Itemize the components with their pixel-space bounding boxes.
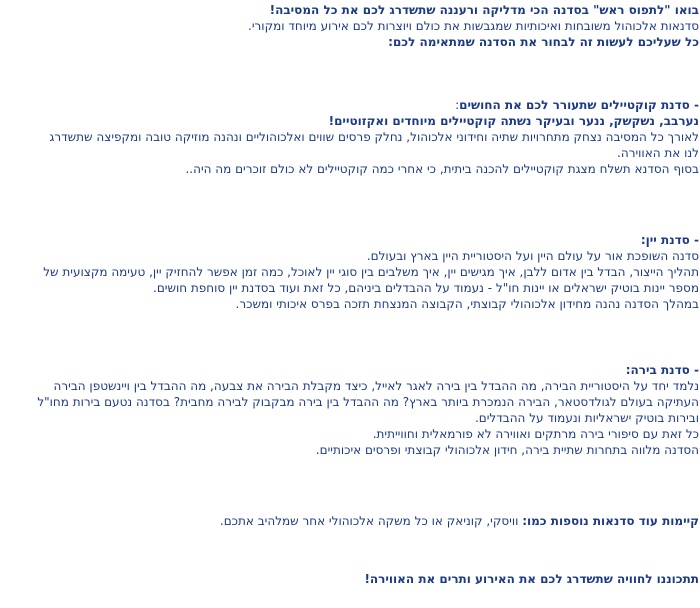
more-workshops-text: וויסקי, קוניאק או כל משקה אלכוהולי אחר שמלהיב אתכם. xyxy=(219,514,523,528)
wine-line: מספר יינות בוטיק ישראלים או יינות חו"ל - נעמוד על ההבדלים ביניהם, כל זאת ועוד בסדנת יין סוחפת חושים. xyxy=(153,281,699,295)
cocktail-section-title-text: - סדנת קוקטיילים שתעורר לכם את החושים xyxy=(459,98,699,112)
intro-headline: בואו "לתפוס ראש" בסדנה הכי מדליקה ורעננה שתשדרג לכם את כל המסיבה! xyxy=(269,3,699,17)
intro-cta: כל שעליכם לעשות זה לבחור את הסדנה שמתאימה לכם: xyxy=(388,35,699,49)
intro-text: סדנאות אלכוהול משובחות ואיכותיות שמגבשות את כולם ויוצרות לכם אירוע מיוחד ומקורי. xyxy=(248,19,699,33)
beer-line: העתיקה בעולם לגולדסטאר, הבירה הנמכרת ביותר בארץ? מה ההבדל בין בירה מבקבוק לבירה מחבית? בסדנה נטעם בירות מחו"ל xyxy=(37,395,699,409)
beer-section-title: - סדנת בירה: xyxy=(625,363,699,377)
cocktail-line: נערבב, נשקשק, ננער ובעיקר נשתה קוקטיילים מיוחדים ואקזוטיים! xyxy=(328,114,699,128)
cocktail-section-title-colon: : xyxy=(455,98,460,112)
cocktail-line: לאורך כל המסיבה נצחק מתחרויות שתיה וחידוני אלכוהול, נחלק פרסים שווים ואלכוהוליים ונהנה מוזיקה טובה ומקפיצה שתשדרג xyxy=(49,130,699,144)
more-workshops xyxy=(0,513,699,529)
wine-line: במהלך הסדנה נהנה מחידון אלכוהולי קבוצתי, הקבוצה המנצחת תזכה בפרס איכותי ומשכר. xyxy=(235,297,699,311)
closing-line: תתכוננו לחוויה שתשדרג לכם את האירוע ותרים את האווירה! xyxy=(364,572,699,586)
beer-line: ובירות בוטיק ישראליות ונעמוד על ההבדלים. xyxy=(474,411,699,425)
wine-section-title: - סדנת יין: xyxy=(640,233,699,247)
wine-line: סדנה השופכת אור על עולם היין ועל היסטוריית היין בארץ ובעולם. xyxy=(366,249,699,263)
wine-line: תהליך הייצור, הבדל בין אדום ללבן, איך מגישים יין, איך משלבים בין סוגי יין לאוכל, כמה זמן אפשר להחזיק יין, טעימה מקצועית של xyxy=(43,265,699,279)
more-workshops-label: קיימות עוד סדנאות נוספות כמו: xyxy=(522,514,699,528)
beer-line: כל זאת עם סיפורי בירה מרתקים ואווירה לא פורמאלית וחווייתית. xyxy=(372,427,699,441)
beer-line: הסדנה מלווה בתחרות שתיית בירה, חידון אלכוהולי קבוצתי ופרסים איכותיים. xyxy=(315,443,699,457)
cocktail-line: בסוף הסדנא תשלח מצגת קוקטיילים להכנה ביתית, כי אחרי כמה קוקטיילים לא כולם זוכרים מה היה.. xyxy=(185,162,699,176)
cocktail-line: לנו את האווירה. xyxy=(617,146,699,160)
cocktail-section-title xyxy=(0,97,699,113)
beer-line: נלמד יחד על היסטוריית הבירה, מה ההבדל בין בירה לאגר לאייל, כיצד מקבלת הבירה את צבעה, מה ההבדל בין ויינשטפן הבירה xyxy=(53,379,699,393)
